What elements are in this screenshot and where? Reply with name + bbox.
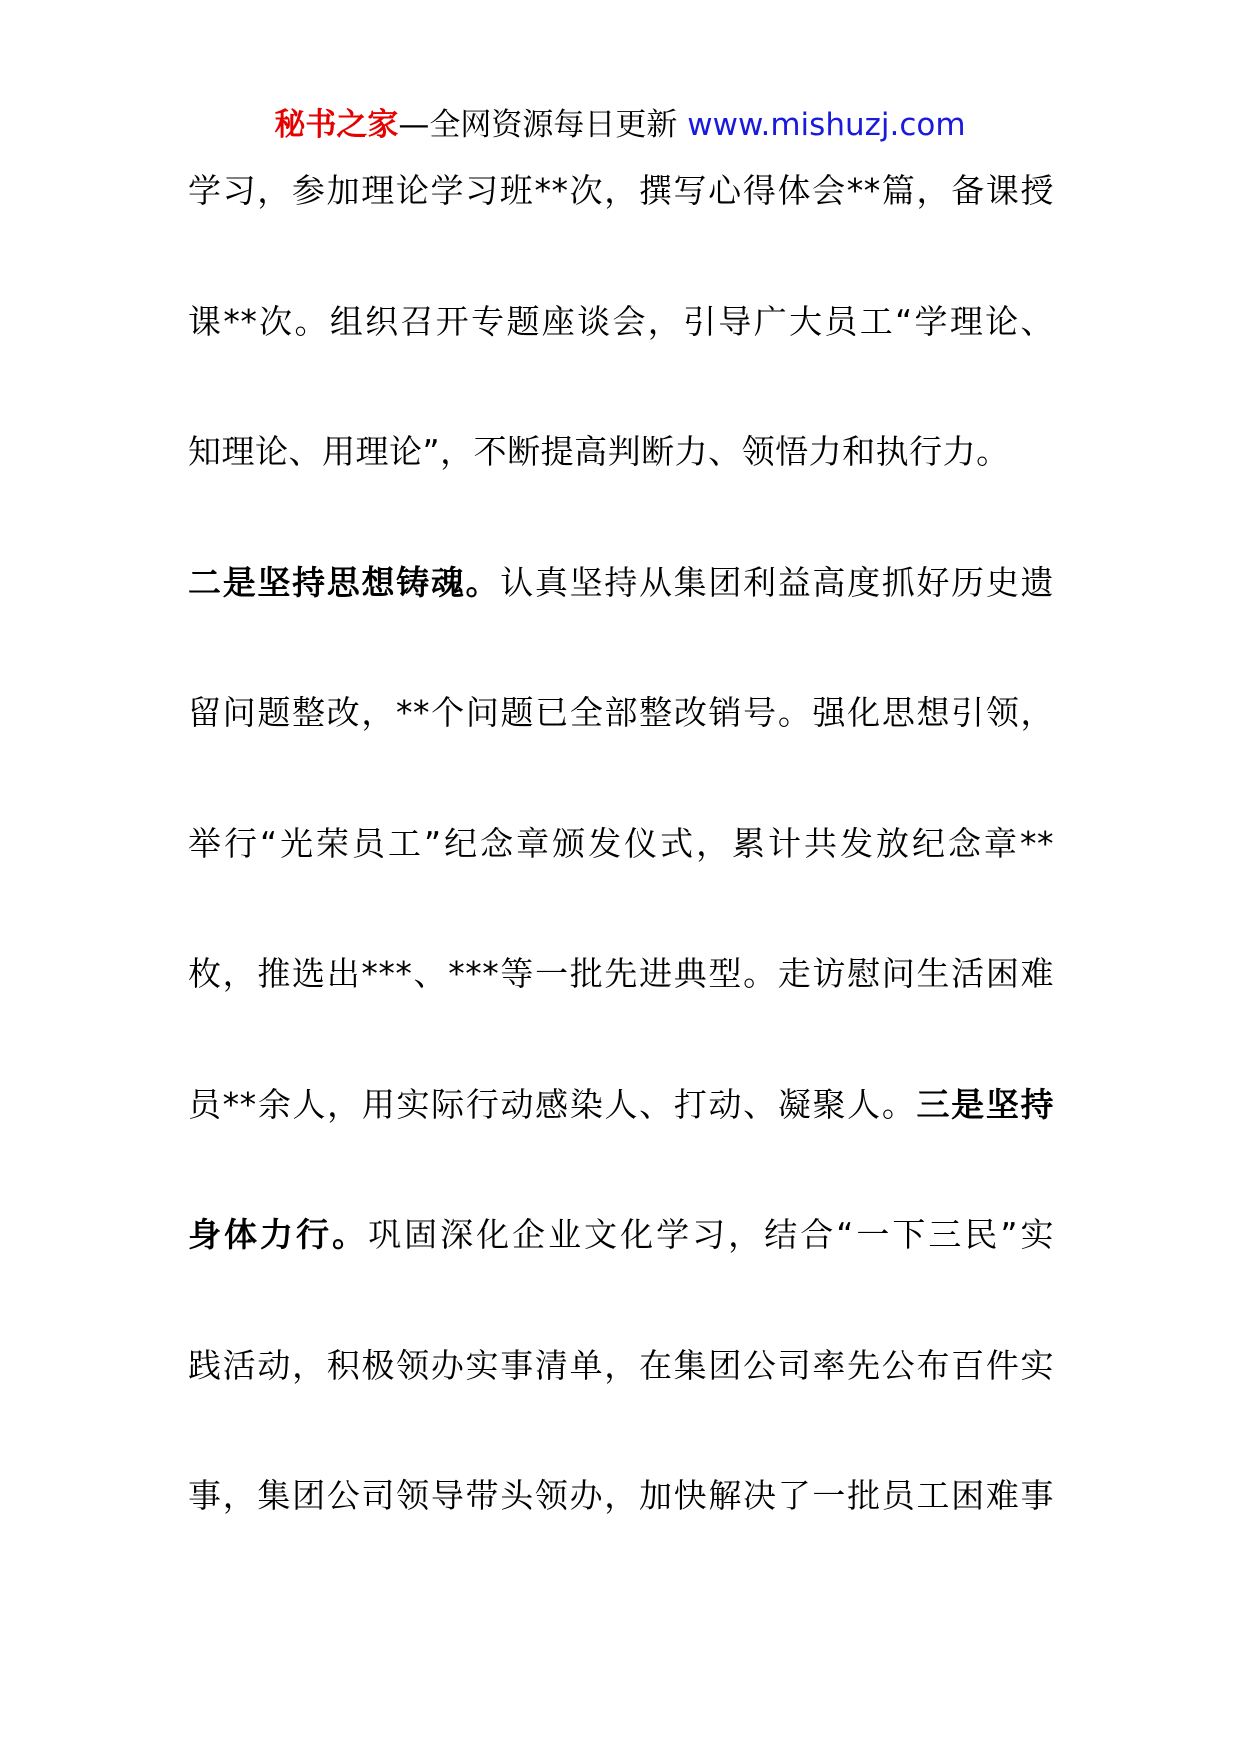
text-line	[188, 158, 1054, 289]
bold-heading-text: 二是坚持思想铸魂。	[188, 562, 501, 602]
text-line	[188, 550, 1054, 681]
text-line	[188, 811, 1054, 942]
brand-name: 秘书之家	[274, 107, 399, 143]
body-text-segment: 举行“光荣员工”纪念章颁发仪式，累计共发放纪念章**	[188, 823, 1054, 863]
body-text-segment: 学习，参加理论学习班**次，撰写心得体会**篇，备课授	[188, 171, 1054, 210]
body-text-segment: 事，集团公司领导带头领办，加快解决了一批员工困难事	[188, 1476, 1054, 1515]
text-line	[188, 289, 1054, 420]
bold-heading-text: 身体力行。	[188, 1215, 369, 1254]
body-text-segment: 枚，推选出***、***等一批先进典型。走访慰问生活困难	[188, 954, 1054, 993]
document-body	[188, 158, 1054, 1594]
text-line	[188, 680, 1054, 811]
body-text-segment: 留问题整改，**个问题已全部整改销号。强化思想引领，	[188, 693, 1054, 732]
text-line	[188, 419, 1054, 550]
body-text-segment: 认真坚持从集团利益高度抓好历史遗	[500, 562, 1054, 602]
text-line	[188, 941, 1054, 1072]
body-text-segment: 巩固深化企业文化学习，结合“一下三民”实	[368, 1215, 1054, 1254]
bold-heading-text: 三是坚持	[916, 1084, 1055, 1124]
body-text-segment: 课**次。组织召开专题座谈会，引导广大员工“学理论、	[188, 301, 1054, 341]
text-line	[188, 1333, 1054, 1464]
header-tagline: —全网资源每日更新	[398, 107, 688, 143]
text-line	[188, 1463, 1054, 1594]
body-text-segment: 践活动，积极领办实事清单，在集团公司率先公布百件实	[188, 1345, 1054, 1385]
body-text-segment: 员**余人，用实际行动感染人、打动、凝聚人。	[188, 1084, 917, 1124]
site-url-link[interactable]: www.mishuzj.com	[687, 107, 966, 143]
text-line	[188, 1202, 1054, 1333]
body-text-segment: 知理论、用理论”，不断提高判断力、领悟力和执行力。	[188, 432, 1010, 471]
text-line	[188, 1072, 1054, 1203]
site-header	[0, 100, 1240, 150]
